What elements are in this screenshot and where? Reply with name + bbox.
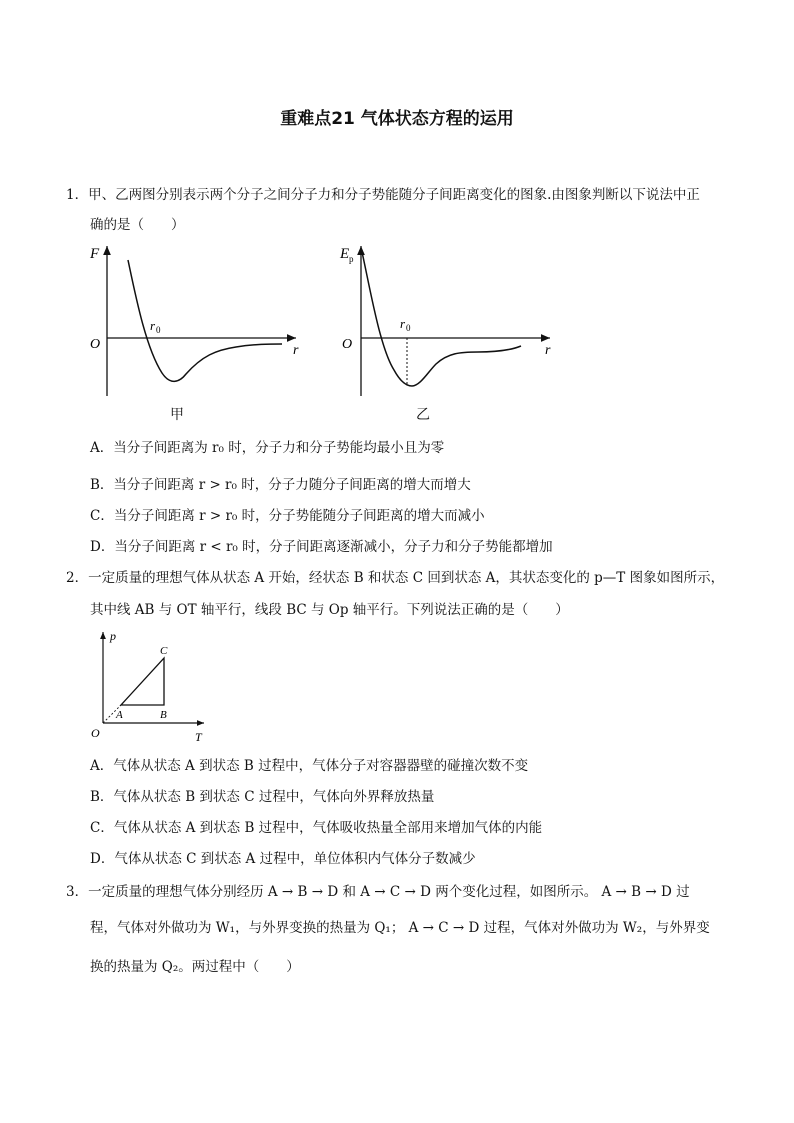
- q2-option-b[interactable]: B．气体从状态 B 到状态 C 过程中，气体向外界释放热量: [90, 789, 435, 805]
- point-A-label: A: [116, 709, 123, 721]
- p-axis-label: p: [110, 629, 116, 643]
- q3-stem-line3: 换的热量为 Q₂。两过程中（ ）: [90, 959, 300, 975]
- r0-label: r: [400, 316, 406, 331]
- y-axis-label: F: [90, 246, 100, 262]
- q2-option-a[interactable]: A．气体从状态 A 到状态 B 过程中，气体分子对容器器壁的碰撞次数不变: [90, 758, 529, 774]
- origin-label: O: [91, 726, 100, 740]
- q2-stem-line1: 2．一定质量的理想气体从状态 A 开始，经状态 B 和状态 C 回到状态 A，其状态变化的 p—T 图象如图所示，: [66, 570, 725, 586]
- q2-option-d[interactable]: D．气体从状态 C 到状态 A 过程中，单位体积内气体分子数减少: [90, 851, 476, 867]
- q1-figure-potential: [336, 238, 566, 403]
- q1-stem-line2: 确的是（ ）: [90, 217, 185, 233]
- r0-subscript: 0: [406, 323, 411, 333]
- q2-stem-line2: 其中线 AB 与 OT 轴平行，线段 BC 与 Op 轴平行。下列说法正确的是（ ）: [90, 602, 569, 618]
- origin-label: O: [90, 337, 101, 352]
- q3-stem-line2: 程，气体对外做功为 W₁，与外界变换的热量为 Q₁； A → C → D 过程，气体对外做功为 W₂，与外界变: [90, 920, 710, 936]
- q1-stem-line1: 1．甲、乙两图分别表示两个分子之间分子力和分子势能随分子间距离变化的图象.由图象判断以下说法中正: [66, 187, 700, 203]
- q1-figure-force: [84, 238, 314, 403]
- r0-subscript: 0: [156, 325, 161, 335]
- q3-stem-line1: 3．一定质量的理想气体分别经历 A → B → D 和 A → C → D 两个变化过程，如图所示。 A → B → D 过: [66, 884, 690, 900]
- q2-option-c[interactable]: C．气体从状态 A 到状态 B 过程中，气体吸收热量全部用来增加气体的内能: [90, 820, 543, 836]
- point-B-label: B: [160, 709, 167, 721]
- y-axis-subscript: p: [349, 254, 354, 264]
- origin-label: O: [342, 337, 353, 352]
- cycle-triangle: [121, 658, 164, 705]
- y-axis-label: E: [340, 246, 350, 262]
- q2-figure-pT: [90, 626, 215, 744]
- q1-figure-right-caption: 乙: [416, 407, 430, 423]
- q1-option-a[interactable]: A．当分子间距离为 r₀ 时，分子力和分子势能均最小且为零: [90, 440, 445, 456]
- q1-option-b[interactable]: B．当分子间距离 r > r₀ 时，分子力随分子间距离的增大而增大: [90, 477, 471, 493]
- point-C-label: C: [160, 645, 168, 657]
- q1-option-d[interactable]: D．当分子间距离 r < r₀ 时，分子间距离逐渐减小，分子力和分子势能都增加: [90, 539, 553, 555]
- q1-option-c[interactable]: C．当分子间距离 r > r₀ 时，分子势能随分子间距离的增大而减小: [90, 508, 485, 524]
- q1-figure-left-caption: 甲: [170, 407, 184, 423]
- page-title: 重难点21 气体状态方程的运用: [280, 109, 514, 129]
- potential-curve: [362, 252, 521, 386]
- T-axis-label: T: [195, 730, 202, 744]
- x-axis-label: r: [545, 343, 551, 358]
- r0-label: r: [150, 318, 156, 333]
- x-axis-label: r: [293, 343, 299, 358]
